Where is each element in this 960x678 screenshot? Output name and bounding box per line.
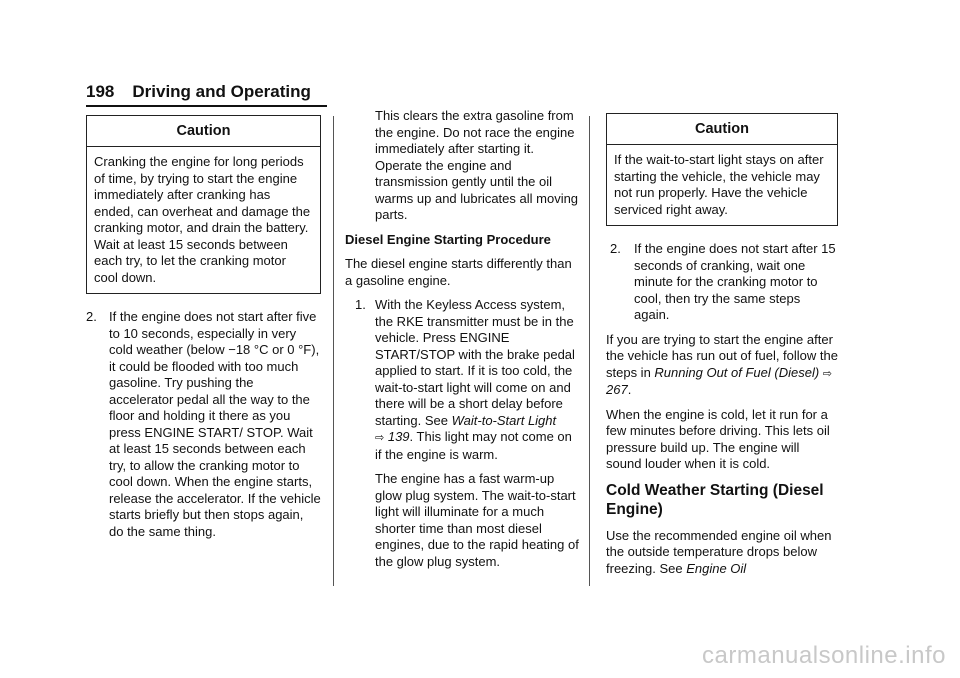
fuel-text-b: . (627, 382, 632, 397)
step-number: 1. (355, 297, 366, 312)
list-item-step-2 (86, 309, 321, 540)
header-rule (86, 105, 327, 107)
subheading-diesel-procedure: Diesel Engine Starting Procedure (345, 231, 551, 247)
caution-text: If the wait-to-start light stays on after starting the vehicle, the vehicle may not run properly. Have the vehicle serviced right away. (614, 152, 824, 217)
link-wait-to-start-light[interactable]: Wait-to-Start Light (451, 412, 557, 428)
step-text-b: . This light may not come on if the engine is warm. (375, 429, 572, 462)
cold-engine-text: When the engine is cold, let it run for a few minutes before driving. This lets oil pressure build up. The engine will sound louder when it is cold. (606, 406, 830, 471)
engine-oil-text (606, 528, 838, 578)
column-divider-1 (333, 116, 334, 586)
step-text (375, 297, 580, 463)
page-ref-arrow-icon: ⇨ (822, 367, 833, 380)
column-divider-2 (589, 116, 590, 586)
step-text: If the engine does not start after five to 10 seconds, especially in very cold weather (below −18 °C or 0 °F), it could be flooded with too much gasoline. Try pushing the accelerator pedal all the way to the floor and holding it there as you press ENGINE START/ STOP. Wait at least 15 seconds between each try, to allow the cranking motor to cool down. When the engine starts, release the accelerator. If the vehicle starts briefly but then stops again, do the same thing. (109, 309, 321, 539)
list-item-step-1 (345, 297, 580, 463)
out-of-fuel-text (606, 332, 838, 399)
link-running-out-of-fuel[interactable]: Running Out of Fuel (Diesel) (654, 364, 820, 380)
page-header (86, 81, 311, 103)
continued-step-text: This clears the extra gasoline from the engine. Do not race the engine immediately after starting it. Operate the engine and transmission gently until the oil warms up and lubricates all moving parts. (375, 108, 579, 222)
diesel-intro: The diesel engine starts differently than a gasoline engine. (345, 256, 572, 288)
link-engine-oil[interactable]: Engine Oil (686, 560, 747, 576)
fuel-text-a: If you are trying to start the engine after the vehicle has run out of fuel, follow the steps in (606, 331, 838, 380)
caution-title: Caution (87, 122, 320, 147)
step-number: 2. (610, 241, 621, 256)
page-ref-139[interactable]: 139 (387, 429, 410, 444)
step-number: 2. (86, 309, 97, 324)
caution-box-cranking (86, 115, 321, 294)
caution-text: Cranking the engine for long periods of time, by trying to start the engine immediately after cranking has ended, can overheat and damage the cranking motor, and drain the battery. Wait at least 15 seconds between each try, to let the cranking motor cool down. (94, 154, 311, 285)
caution-box-wait-light (606, 113, 838, 226)
column-1 (86, 115, 321, 548)
caution-title: Caution (607, 120, 837, 145)
oil-text-a: Use the recommended engine oil when the outside temperature drops below freezing. See (606, 527, 832, 576)
page-number: 198 (86, 82, 115, 101)
page-ref-267[interactable]: 267 (606, 382, 628, 397)
section-title: Driving and Operating (132, 82, 311, 101)
column-3 (606, 113, 838, 585)
step-text: If the engine does not start after 15 seconds of cranking, wait one minute for the cranking motor to cool, then try the same steps again. (634, 241, 836, 322)
list-item-step-2 (606, 241, 838, 324)
section-heading-cold-weather: Cold Weather Starting (Diesel Engine) (606, 481, 824, 518)
page-ref-arrow-icon: ⇨ (375, 432, 385, 444)
watermark: carmanualsonline.info (702, 642, 946, 669)
column-2 (345, 108, 580, 578)
glow-plug-text: The engine has a fast warm-up glow plug system. The wait-to-start light will illuminate for a much shorter time than most diesel engines, due to the rapid heating of the glow plug system. (375, 471, 579, 569)
step-text-a: With the Keyless Access system, the RKE transmitter must be in the vehicle. Press ENGINE START/STOP with the brake pedal applied to start. If it is too cold, the wait-to-start light will come on and there will be a short delay before starting. See (375, 297, 575, 428)
